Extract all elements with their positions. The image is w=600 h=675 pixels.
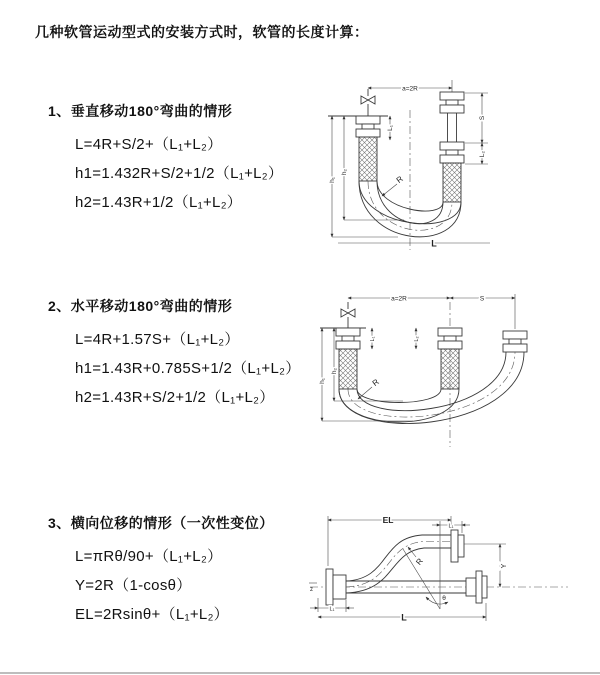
page-title: 几种软管运动型式的安装方式时，软管的长度计算：	[35, 24, 369, 40]
diagram-vertical-180-bend	[312, 70, 552, 255]
dim-l1-label: L₁	[370, 336, 376, 342]
valve-icon	[341, 302, 355, 328]
left-connector	[336, 328, 360, 389]
right-connector	[503, 331, 527, 352]
formula-line: h2=1.43R+1/2（L₁+L₂）	[75, 194, 243, 211]
formula-line: h2=1.43R+S/2+1/2（L₁+L₂）	[75, 389, 275, 406]
upper-flange	[451, 530, 464, 562]
right-connector	[440, 92, 464, 202]
left-flange	[326, 569, 346, 605]
right-flange	[466, 571, 487, 603]
section-lateral-displacement	[48, 513, 274, 629]
left-connector	[356, 116, 380, 181]
dim-top-label: a=2R	[402, 85, 418, 93]
formula-line: Y=2R（1-cosθ）	[75, 577, 192, 594]
formula-block	[75, 130, 283, 217]
formula-block	[75, 542, 274, 629]
formula-line: L=4R+1.57S+（L₁+L₂）	[75, 331, 240, 348]
page-bottom-edge	[0, 672, 600, 674]
dim-h2-label: h₂	[331, 367, 338, 375]
construction-line	[403, 549, 440, 609]
dim-l1-left-label: L₁	[329, 606, 335, 613]
section-heading: 3、横向位移的情形（一次性变位）	[48, 515, 274, 531]
formula-block	[75, 325, 301, 412]
dim-l1-top-label: L₁	[448, 523, 454, 530]
length-label: L	[431, 238, 437, 249]
formula-line: h1=1.432R+S/2+1/2（L₁+L₂）	[75, 165, 284, 182]
braided-section	[359, 137, 377, 181]
section-vertical-180	[48, 101, 283, 217]
formula-line: L=πRθ/90+（L₁+L₂）	[75, 548, 223, 565]
dim-h2-label: h₂	[341, 168, 348, 176]
braided-section	[441, 349, 459, 389]
radius-label: R	[414, 556, 425, 567]
valve-icon	[361, 89, 375, 116]
angle-label: θ	[442, 595, 446, 602]
dim-h1-label: h₁	[329, 177, 336, 183]
dim-h1-label: h₁	[319, 378, 326, 384]
braided-section	[443, 163, 461, 202]
middle-connector	[438, 328, 462, 389]
diagram-lateral-displacement	[300, 502, 600, 647]
radius-leader	[382, 184, 397, 196]
dim-l1-label: L₁	[387, 125, 394, 131]
dim-top-label: a=2R	[391, 295, 407, 303]
formula-line: EL=2Rsinθ+（L₁+L₂）	[75, 606, 229, 623]
section-heading: 1、垂直移动180°弯曲的情形	[48, 103, 233, 119]
section-horizontal-180	[48, 296, 301, 412]
dim-l2-label: L₂	[414, 336, 420, 342]
dim-y-label: Y	[501, 563, 508, 569]
axis-label: z	[310, 587, 313, 593]
dim-s-label: S	[479, 295, 485, 303]
section-heading: 2、水平移动180°弯曲的情形	[48, 298, 233, 314]
diagram-horizontal-180-bend	[308, 283, 578, 453]
dim-s-label: S	[479, 115, 486, 121]
radius-label: R	[394, 174, 405, 185]
dim-l-label: L	[401, 612, 407, 623]
dim-el-label: EL	[382, 515, 394, 525]
formula-line: h1=1.43R+0.785S+1/2（L₁+L₂）	[75, 360, 301, 377]
dim-l2-label: L₂	[479, 150, 486, 158]
radius-leader	[408, 547, 416, 557]
formula-line: L=4R+S/2+（L₁+L₂）	[75, 136, 223, 153]
hose-curves	[339, 352, 524, 424]
radius-label: R	[370, 377, 381, 388]
braided-section	[339, 349, 357, 389]
